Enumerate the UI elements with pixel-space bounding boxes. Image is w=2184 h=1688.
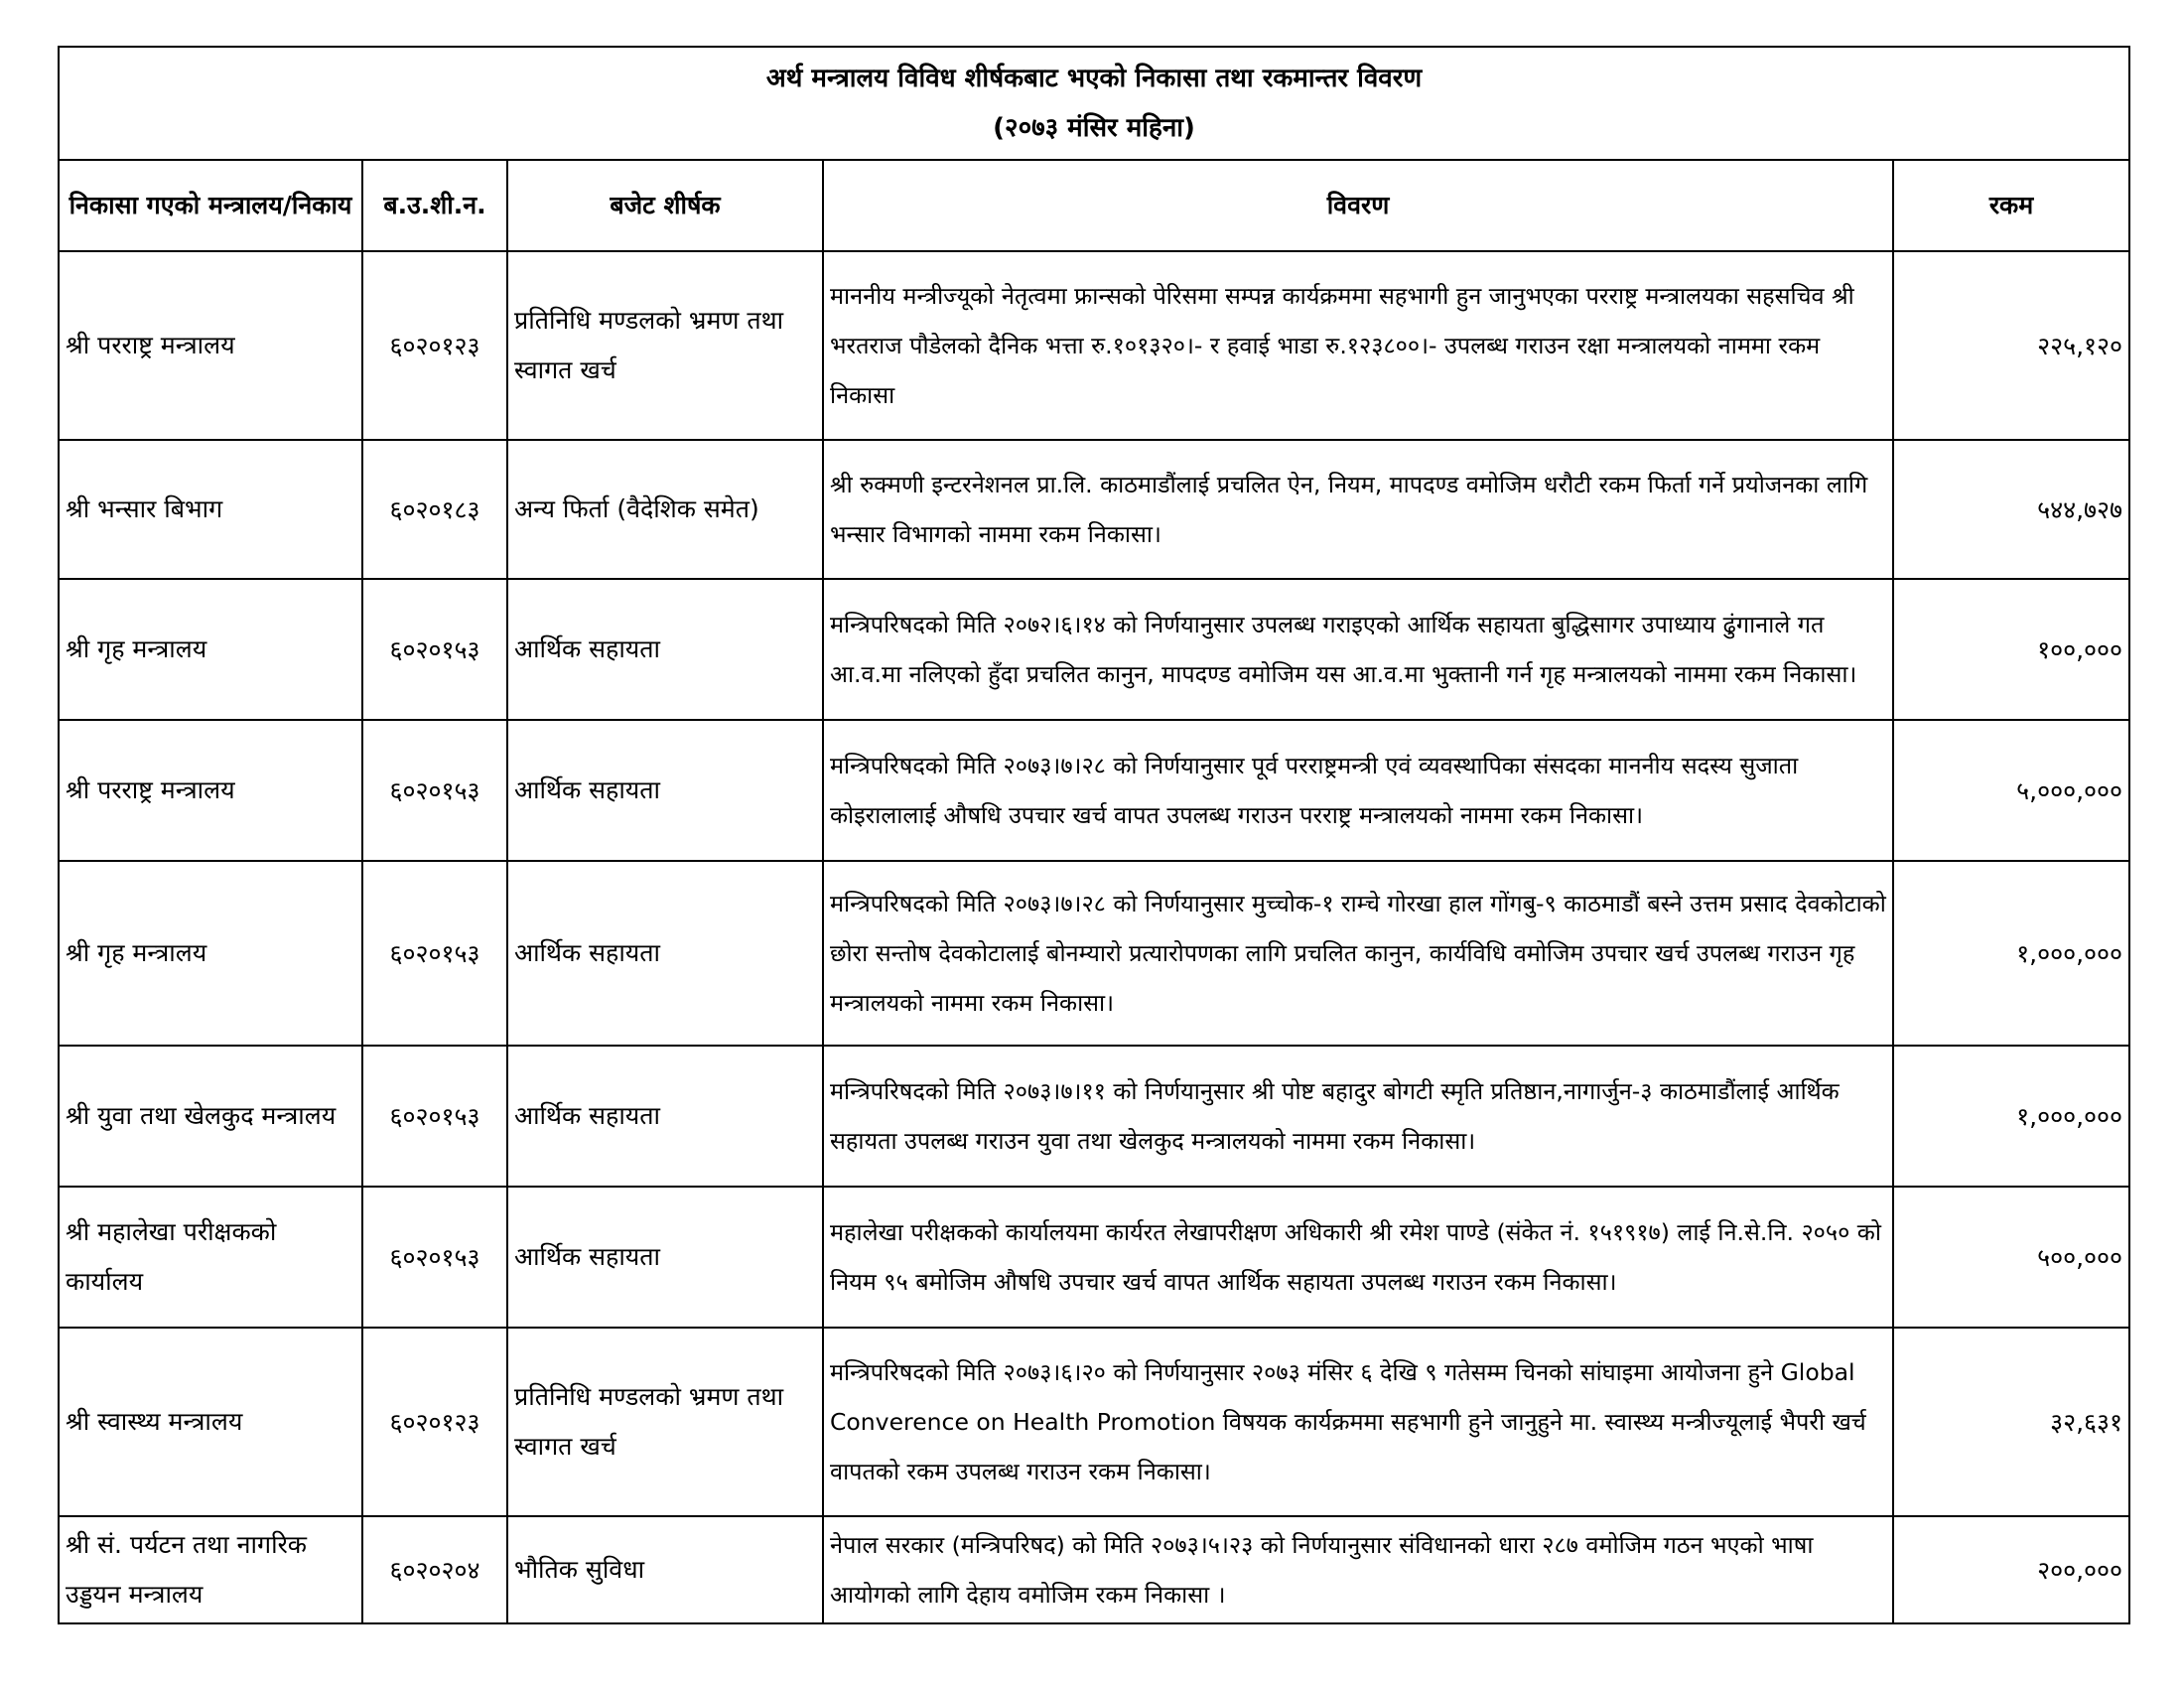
office-cell: श्री युवा तथा खेलकुद मन्त्रालय (59, 1046, 362, 1187)
table-row (59, 1328, 2129, 1516)
description-cell: मन्त्रिपरिषदको मिति २०७३।७।२८ को निर्णयानुसार मुच्चोक-१ राम्चे गोरखा हाल गोंगबु-९ काठमाडौं बस्ने उत्तम प्रसाद देवकोटाको छोरा सन्तोष देवकोटालाई बोनम्यारो प्रत्यारोपणका लागि प्रचलित कानुन, कार्यविधि वमोजिम उपचार खर्च उपलब्ध गराउन गृह मन्त्रालयको नाममा रकम निकासा। (823, 861, 1893, 1046)
document-page (58, 46, 2128, 1624)
budget-head-cell: आर्थिक सहायता (507, 579, 823, 720)
budget-head-cell: आर्थिक सहायता (507, 861, 823, 1046)
office-cell: श्री सं. पर्यटन तथा नागरिक उड्डयन मन्त्रालय (59, 1516, 362, 1623)
description-cell: नेपाल सरकार (मन्त्रिपरिषद) को मिति २०७३।५।२३ को निर्णयानुसार संविधानको धारा २८७ वमोजिम गठन भएको भाषा आयोगको लागि देहाय वमोजिम रकम निकासा । (823, 1516, 1893, 1623)
table-row (59, 1516, 2129, 1623)
code-cell: ६०२०१८३ (362, 440, 507, 579)
budget-head-cell: प्रतिनिधि मण्डलको भ्रमण तथा स्वागत खर्च (507, 251, 823, 440)
description-cell: मन्त्रिपरिषदको मिति २०७३।७।११ को निर्णयानुसार श्री पोष्ट बहादुर बोगटी स्मृति प्रतिष्ठान,नागार्जुन-३ काठमाडौंलाई आर्थिक सहायता उपलब्ध गराउन युवा तथा खेलकुद मन्त्रालयको नाममा रकम निकासा। (823, 1046, 1893, 1187)
code-cell: ६०२०१५३ (362, 1046, 507, 1187)
budget-head-cell: आर्थिक सहायता (507, 720, 823, 861)
budget-head-cell: आर्थिक सहायता (507, 1187, 823, 1328)
header-description: विवरण (823, 160, 1893, 251)
table-row (59, 251, 2129, 440)
office-cell: श्री गृह मन्त्रालय (59, 861, 362, 1046)
header-row (59, 160, 2129, 251)
table-row (59, 579, 2129, 720)
amount-cell: ३२,६३१ (1893, 1328, 2129, 1516)
description-cell: श्री रुक्मणी इन्टरनेशनल प्रा.लि. काठमाडौंलाई प्रचलित ऐन, नियम, मापदण्ड वमोजिम धरौटी रकम फिर्ता गर्ने प्रयोजनका लागि भन्सार विभागको नाममा रकम निकासा। (823, 440, 1893, 579)
disbursement-table (58, 46, 2130, 1624)
header-code: ब.उ.शी.न. (362, 160, 507, 251)
office-cell: श्री गृह मन्त्रालय (59, 579, 362, 720)
amount-cell: ५००,००० (1893, 1187, 2129, 1328)
table-row (59, 440, 2129, 579)
code-cell: ६०२०१२३ (362, 1328, 507, 1516)
title-row (59, 47, 2129, 160)
table-row (59, 1046, 2129, 1187)
document-subtitle: (२०७३ मंसिर महिना) (993, 113, 1195, 143)
description-cell: माननीय मन्त्रीज्यूको नेतृत्वमा फ्रान्सको पेरिसमा सम्पन्न कार्यक्रममा सहभागी हुन जानुभएका परराष्ट्र मन्त्रालयका सहसचिव श्री भरतराज पौडेलको दैनिक भत्ता रु.१०१३२०।- र हवाई भाडा रु.१२३८००।- उपलब्ध गराउन रक्षा मन्त्रालयको नाममा रकम निकासा (823, 251, 1893, 440)
amount-cell: २००,००० (1893, 1516, 2129, 1623)
budget-head-cell: प्रतिनिधि मण्डलको भ्रमण तथा स्वागत खर्च (507, 1328, 823, 1516)
code-cell: ६०२०१५३ (362, 579, 507, 720)
office-cell: श्री परराष्ट्र मन्त्रालय (59, 251, 362, 440)
description-cell: मन्त्रिपरिषदको मिति २०७३।७।२८ को निर्णयानुसार पूर्व परराष्ट्रमन्त्री एवं व्यवस्थापिका संसदका माननीय सदस्य सुजाता कोइरालालाई औषधि उपचार खर्च वापत उपलब्ध गराउन परराष्ट्र मन्त्रालयको नाममा रकम निकासा। (823, 720, 1893, 861)
code-cell: ६०२०१५३ (362, 861, 507, 1046)
amount-cell: १,०००,००० (1893, 861, 2129, 1046)
code-cell: ६०२०२०४ (362, 1516, 507, 1623)
amount-cell: ५,०००,००० (1893, 720, 2129, 861)
document-title: अर्थ मन्त्रालय विविध शीर्षकबाट भएको निकासा तथा रकमान्तर विवरण (765, 64, 1423, 93)
budget-head-cell: अन्य फिर्ता (वैदेशिक समेत) (507, 440, 823, 579)
description-cell: मन्त्रिपरिषदको मिति २०७२।६।१४ को निर्णयानुसार उपलब्ध गराइएको आर्थिक सहायता बुद्धिसागर उपाध्याय ढुंगानाले गत आ.व.मा नलिएको हुँदा प्रचलित कानुन, मापदण्ड वमोजिम यस आ.व.मा भुक्तानी गर्न गृह मन्त्रालयको नाममा रकम निकासा। (823, 579, 1893, 720)
code-cell: ६०२०१२३ (362, 251, 507, 440)
table-row (59, 1187, 2129, 1328)
amount-cell: २२५,१२० (1893, 251, 2129, 440)
code-cell: ६०२०१५३ (362, 1187, 507, 1328)
budget-head-cell: आर्थिक सहायता (507, 1046, 823, 1187)
amount-cell: १००,००० (1893, 579, 2129, 720)
table-row (59, 720, 2129, 861)
office-cell: श्री महालेखा परीक्षकको कार्यालय (59, 1187, 362, 1328)
amount-cell: ५४४,७२७ (1893, 440, 2129, 579)
budget-head-cell: भौतिक सुविधा (507, 1516, 823, 1623)
title-cell (59, 47, 2129, 160)
office-cell: श्री परराष्ट्र मन्त्रालय (59, 720, 362, 861)
description-cell: मन्त्रिपरिषदको मिति २०७३।६।२० को निर्णयानुसार २०७३ मंसिर ६ देखि ९ गतेसम्म चिनको सांघाइमा आयोजना हुने Global Converence on Health Promotion विषयक कार्यक्रममा सहभागी हुने जानुहुने मा. स्वास्थ्य मन्त्रीज्यूलाई भैपरी खर्च वापतको रकम उपलब्ध गराउन रकम निकासा। (823, 1328, 1893, 1516)
header-budget-head: बजेट शीर्षक (507, 160, 823, 251)
description-cell: महालेखा परीक्षकको कार्यालयमा कार्यरत लेखापरीक्षण अधिकारी श्री रमेश पाण्डे (संकेत नं. १५१९१७) लाई नि.से.नि. २०५० को नियम ९५ बमोजिम औषधि उपचार खर्च वापत आर्थिक सहायता उपलब्ध गराउन रकम निकासा। (823, 1187, 1893, 1328)
amount-cell: १,०००,००० (1893, 1046, 2129, 1187)
code-cell: ६०२०१५३ (362, 720, 507, 861)
header-office: निकासा गएको मन्त्रालय/निकाय (59, 160, 362, 251)
header-amount: रकम (1893, 160, 2129, 251)
office-cell: श्री स्वास्थ्य मन्त्रालय (59, 1328, 362, 1516)
office-cell: श्री भन्सार बिभाग (59, 440, 362, 579)
table-row (59, 861, 2129, 1046)
